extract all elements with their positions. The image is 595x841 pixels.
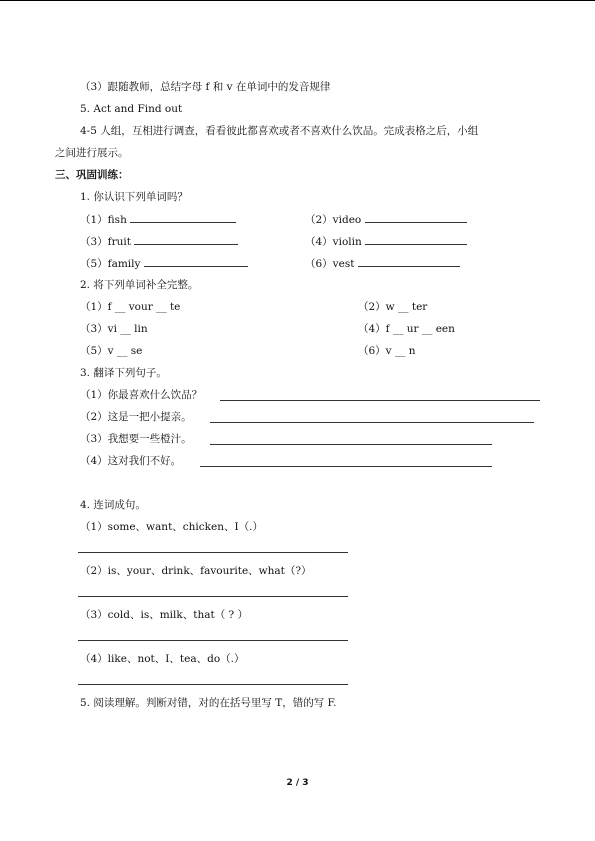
q1-item-2: （2）video — [305, 212, 467, 227]
q2-item-1: （1）f __ vour __ te — [80, 301, 181, 313]
question-5-title: 5. 阅读理解。判断对错，对的在括号里写 T，错的写 F. — [80, 697, 337, 709]
intro-step3: （3）跟随教师，总结字母 f 和 v 在单词中的发音规律 — [80, 81, 331, 93]
q4-item-4: （4）like、not、I、tea、do（.） — [80, 653, 245, 665]
answer-line[interactable] — [210, 422, 534, 423]
answer-blank[interactable] — [134, 234, 238, 245]
q1-item-5: （5）family — [80, 256, 248, 271]
q3-item-4: （4）这对我们不好。 — [80, 455, 182, 467]
page-number: 2 / 3 — [286, 778, 309, 788]
q2-item-4: （4）f __ ur __ een — [358, 323, 455, 335]
answer-blank[interactable] — [365, 212, 467, 223]
answer-line[interactable] — [210, 444, 492, 445]
question-2-title: 2. 将下列单词补全完整。 — [80, 279, 199, 291]
answer-line[interactable] — [78, 640, 348, 641]
question-4-title: 4. 连词成句。 — [80, 499, 146, 511]
answer-blank[interactable] — [144, 256, 248, 267]
q4-item-3: （3）cold、is、milk、that（ ? ） — [80, 609, 249, 621]
q2-item-5: （5）v __ se — [80, 345, 143, 357]
intro-paragraph-line1: 4-5 人组，互相进行调查，看看彼此都喜欢或者不喜欢什么饮品。完成表格之后，小组 — [80, 125, 479, 137]
answer-line[interactable] — [220, 400, 540, 401]
q3-item-3: （3）我想要一些橙汁。 — [80, 433, 192, 445]
q3-item-1: （1）你最喜欢什么饮品？ — [80, 389, 203, 401]
answer-line[interactable] — [200, 466, 492, 467]
q4-item-1: （1）some、want、chicken、I（.） — [80, 521, 263, 533]
intro-item5: 5. Act and Find out — [80, 103, 183, 115]
q3-item-2: （2）这是一把小提亲。 — [80, 411, 192, 423]
q1-item-6: （6）vest — [305, 256, 460, 271]
q2-item-2: （2）w __ ter — [358, 301, 428, 313]
answer-blank[interactable] — [365, 234, 467, 245]
page-top-border — [0, 0, 595, 1]
answer-blank[interactable] — [130, 212, 236, 223]
q2-item-3: （3）vi __ lin — [80, 323, 148, 335]
q1-item-4: （4）violin — [305, 234, 467, 249]
answer-line[interactable] — [78, 684, 348, 685]
intro-paragraph-line2: 之间进行展示。 — [55, 147, 129, 159]
q4-item-2: （2）is、your、drink、favourite、what（?） — [80, 565, 312, 577]
section-title: 三、巩固训练： — [55, 169, 129, 181]
answer-line[interactable] — [78, 596, 348, 597]
answer-line[interactable] — [78, 552, 348, 553]
answer-blank[interactable] — [358, 256, 460, 267]
q1-item-1: （1）fish — [80, 212, 236, 227]
q1-item-3: （3）fruit — [80, 234, 238, 249]
question-1-title: 1. 你认识下列单词吗？ — [80, 191, 188, 203]
q2-item-6: （6）v __ n — [358, 345, 416, 357]
question-3-title: 3. 翻译下列句子。 — [80, 367, 167, 379]
